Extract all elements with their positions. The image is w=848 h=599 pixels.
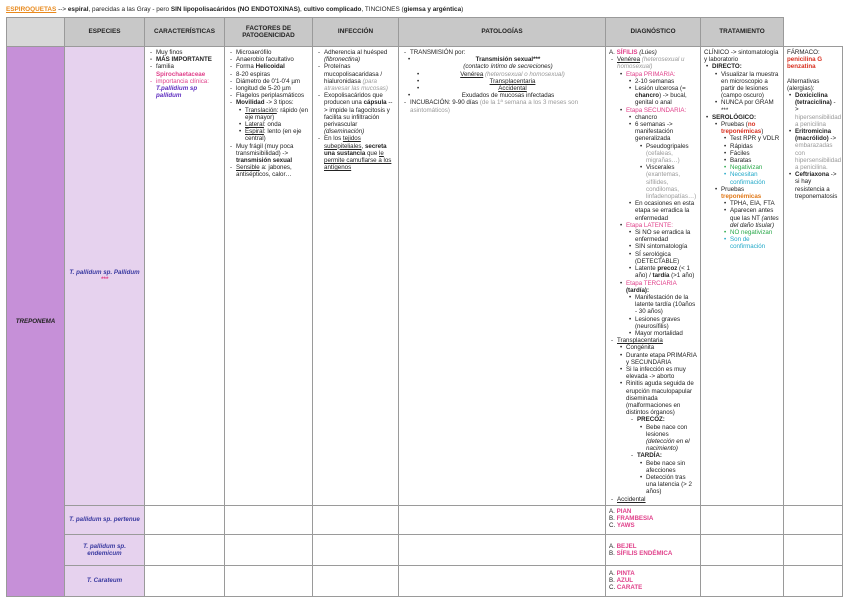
col-infeccion: INFECCIÓN (313, 18, 399, 47)
caracteristicas-cell: - Muy finos - MÁS IMPORTANTE - familia Spirochaetaceae - importancia clínica: T.pallidium sp pallidum (145, 47, 225, 506)
col-tratamiento: TRATAMIENTO (701, 18, 784, 47)
diagnostico-cell: CLÍNICO -> sintomatología y laboratorio • DIRECTO: • Visualizar la muestra en microscopio a partir de lesiones (campo oscuro) • NUNCA por GRAM *** • SEROLÓGICO: • Pruebas (no treponémicas) • Test RPR y VDLR • Rápidas • Fáciles • Baratas • Negativizan • Necesitan confirmación • Pruebas treponémicas • TPHA, EIA, FTA • Aparecen antes que las NT (antes del daño tisular) • NO negativizan • Son de confirmación (701, 47, 784, 506)
col-caracteristicas: CARACTERÍSTICAS (145, 18, 225, 47)
row-carateum (7, 565, 843, 596)
pertenue-patologias: A. PIAN B. FRAMBESIA C. YAWS (606, 505, 701, 534)
infeccion-cell: - TRANSMISIÓN por: • Transmisión sexual*** (contacto íntimo de secreciones) • Venérea (heterosexual o homosexual) • Transplacentaria • Accidental • Exudados de mucosas infectadas - INCUBACIÓN: 9-90 días (de la 1ª semana a los 3 meses son asintomáticos) (399, 47, 606, 506)
factores-cell: - Adherencia al huésped (fibronectina) - Proteínas mucopolisacaridasa / hialuronidasa (para atravesar las mucosas) - Exopolisacáridos que producen una cápsula --> impide la fagocitosis y facilita su infiltración perivascular (diseminación) - En los tejidos subepiteliales, secreta una sustancia que le permite camuflarse a los antígenos (313, 47, 399, 506)
patologias-cell: A. SÍFILIS (Lúes) - Venérea (heterosexual u homosexual) • Etapa PRIMARIA: • 2-10 semanas • Lesión ulcerosa (= chancro) -> bucal, genital o anal • Etapa SECUNDARIA: • chancro • 6 semanas -> manifestación generalizada • Pseudogripales (cefaleas, migrañas…) • Viscerales (exantemas, sifílides, condilomas, linfadenopatías…) • En ocasiones en esta etapa se erradica la enfermedad • Etapa LATENTE: • Si NO se erradica la enfermedad • SIN sintomatología • SÍ serológica (DETECTABLE) • Latente precoz (< 1 año) / tardía (>1 año) • Etapa TERCIARIA (tardía): • Manifestación de la latente tardía (10años - 30 años) • Lesiones graves (neurosífilis) • Mayor mortalidad - Transplacentaria • Congénita • Durante etapa PRIMARIA y SECUNDARIA • Si la infección es muy elevada -> aborto • Rinitis aguda seguida de erupción maculopapular diseminada (malformaciones en distintos órganos) - PRECOZ: • Bebe nace con lesiones (detección en el nacimiento) - TARDÍA: • Bebe nace sin afecciones • Detección tras una latencia (> 2 años) - Accidental (606, 47, 701, 506)
row-endemicum (7, 534, 843, 565)
treponema-table (6, 17, 843, 597)
page-header: ESPIROQUETAS --> espiral, parecidas a las Gray - pero SIN lipopolisacáridos (NO ENDOTOXINAS), cultivo complicado, TINCIONES (giemsa y argéntica) (6, 6, 464, 13)
endemicum-patologias: A. BEJEL B. SÍFILIS ENDÉMICA (606, 534, 701, 565)
row-pallidum (7, 47, 843, 506)
carateum-patologias: A. PINTA B. AZUL C. CARATE (606, 565, 701, 596)
header-row (7, 18, 843, 47)
species-endemicum: T. pallidum sp. endemicum (65, 534, 145, 565)
col-factores: FACTORES DE PATOGENICIDAD (225, 18, 313, 47)
caracteristicas-detail-cell: - Microaerófilo - Anaerobio facultativo - Forma Helicoidal - 8-20 espiras - Diámetro de 0'1-0'4 µm - longitud de 5-20 µm - Flagelos periplasmáticos - Movilidad -> 3 tipos: • Translación: rápido (en eje mayor) • Lateral: onda • Espiral: lento (en eje central) - Muy frágil (muy poca transmisibilidad) -> transmisión sexual - Sensible a: jabones, antisépticos, calor… (225, 47, 313, 506)
genus-cell: TREPONEMA (7, 47, 65, 597)
page-title: ESPIROQUETAS (6, 6, 57, 13)
species-pertenue: T. pallidum sp. pertenue (65, 505, 145, 534)
species-pallidum: T. pallidum sp. Pallidum *** (65, 47, 145, 506)
col-patologias: PATOLOGÍAS (399, 18, 606, 47)
col-diagnostico: DIAGNÓSTICO (606, 18, 701, 47)
species-carateum: T. Carateum (65, 565, 145, 596)
col-especies: ESPECIES (65, 18, 145, 47)
corner-cell (7, 18, 65, 47)
row-pertenue (7, 505, 843, 534)
tratamiento-cell: FÁRMACO: penicilina G benzatina Alternativas (alergias): • Doxiciclina (tetraciclina) -> hipersensibilidad a penicilina • Eritromicina (macrólido) -> embarazadas con hipersensibilidad a penicilina. • Ceftriaxona -> si hay resistencia a treponematosis (784, 47, 843, 506)
